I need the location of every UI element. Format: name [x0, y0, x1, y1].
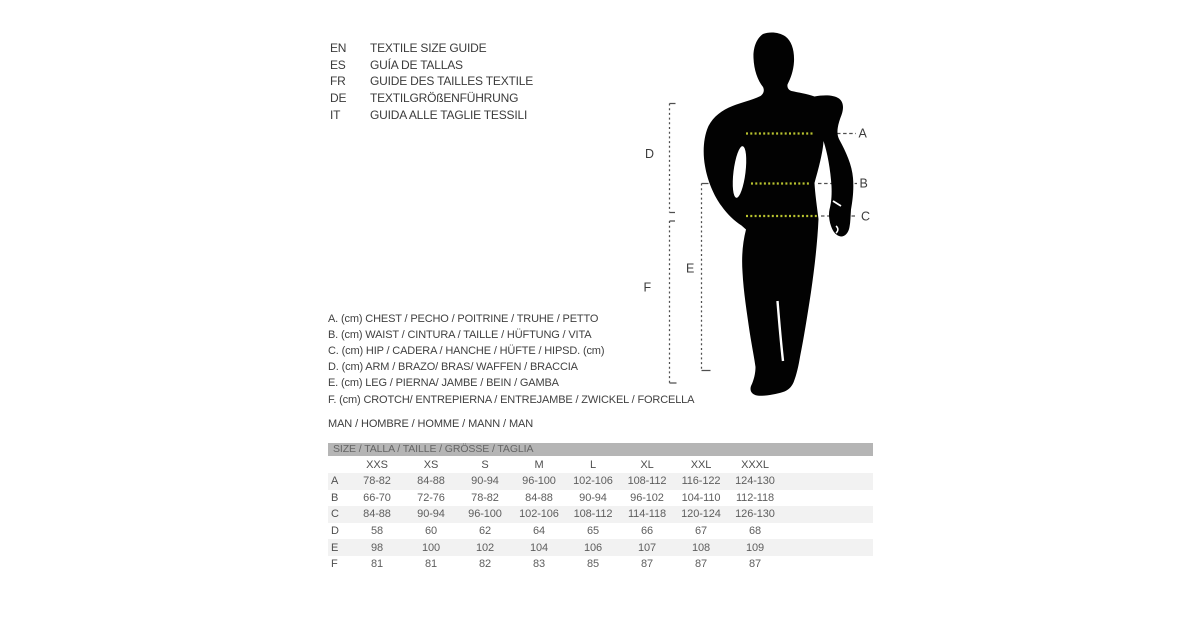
- size-value: 84-88: [417, 475, 445, 488]
- size-value: 87: [694, 558, 708, 571]
- lang-row-it: [330, 106, 533, 123]
- filler-cell: [782, 473, 873, 490]
- table-row-f: [328, 556, 873, 573]
- size-value: 96-100: [468, 508, 502, 521]
- table-title-bar: SIZE / TALLA / TAILLE / GRÖSSE / TAGLIA: [328, 443, 873, 456]
- language-title-list: [330, 40, 533, 123]
- size-value: 84-88: [525, 491, 553, 504]
- filler-cell: [782, 456, 873, 473]
- size-value: 87: [748, 558, 762, 571]
- filler-cell: [782, 523, 873, 540]
- column-header: XXL: [690, 458, 712, 471]
- filler-cell: [782, 539, 873, 556]
- size-value: 108-112: [573, 508, 613, 521]
- marker-label-f: F: [643, 280, 652, 295]
- row-label: D: [331, 525, 339, 538]
- lang-title: TEXTILGRÖßENFÜHRUNG: [370, 91, 519, 106]
- table-row-e: [328, 539, 873, 556]
- lang-code: EN: [330, 41, 347, 56]
- size-value: 98: [370, 541, 384, 554]
- man-silhouette: [704, 33, 854, 396]
- legend-line-e: E. (cm) LEG / PIERNA/ JAMBE / BEIN / GAMBA: [328, 377, 559, 390]
- filler-cell: [782, 556, 873, 573]
- size-value: 90-94: [579, 491, 607, 504]
- size-value: 84-88: [363, 508, 391, 521]
- column-header: XXS: [366, 458, 388, 471]
- size-value: 87: [640, 558, 654, 571]
- size-value: 108: [691, 541, 711, 554]
- size-value: 62: [478, 525, 492, 538]
- lang-code: FR: [330, 74, 346, 89]
- column-header: L: [589, 458, 597, 471]
- size-value: 96-100: [522, 475, 556, 488]
- size-table: [328, 443, 873, 573]
- column-header: XS: [423, 458, 439, 471]
- table-row-b: [328, 490, 873, 507]
- column-header: XXXL: [741, 458, 769, 471]
- size-value: 83: [532, 558, 546, 571]
- size-value: 72-76: [417, 491, 445, 504]
- marker-label-a: A: [858, 126, 867, 141]
- size-value: 108-112: [627, 475, 667, 488]
- size-value: 65: [586, 525, 600, 538]
- lang-code: DE: [330, 91, 347, 106]
- lang-row-en: [330, 40, 533, 57]
- size-value: 100: [421, 541, 441, 554]
- marker-label-c: C: [861, 209, 871, 224]
- size-value: 109: [745, 541, 765, 554]
- legend-line-c: C. (cm) HIP / CADERA / HANCHE / HÜFTE / HIPSD. (cm): [328, 345, 605, 358]
- marker-label-d: D: [645, 147, 655, 161]
- size-value: 107: [637, 541, 657, 554]
- size-value: 68: [748, 525, 762, 538]
- table-header-row: [328, 456, 873, 473]
- filler-cell: [782, 490, 873, 507]
- marker-label-b: B: [859, 176, 868, 191]
- lang-title: GUIDE DES TAILLES TEXTILE: [370, 74, 534, 89]
- row-label: B: [331, 491, 339, 504]
- size-value: 116-122: [681, 475, 721, 488]
- size-value: 120-124: [681, 508, 721, 521]
- column-header: XL: [640, 458, 654, 471]
- lang-row-fr: [330, 73, 533, 90]
- size-value: 102: [475, 541, 495, 554]
- measurement-legend: [328, 311, 694, 408]
- column-header: M: [534, 458, 544, 471]
- size-value: 96-102: [630, 491, 664, 504]
- size-value: 124-130: [735, 475, 775, 488]
- size-value: 112-118: [735, 491, 775, 504]
- size-value: 81: [370, 558, 384, 571]
- size-value: 82: [478, 558, 492, 571]
- lang-title: TEXTILE SIZE GUIDE: [370, 41, 487, 56]
- size-value: 106: [583, 541, 603, 554]
- size-value: 78-82: [471, 491, 499, 504]
- legend-line-a: A. (cm) CHEST / PECHO / POITRINE / TRUHE / PETTO: [328, 313, 599, 326]
- marker-label-e: E: [686, 261, 695, 276]
- size-value: 104: [529, 541, 549, 554]
- row-label: C: [331, 508, 339, 521]
- size-value: 102-106: [573, 475, 613, 488]
- size-value: 66: [640, 525, 654, 538]
- size-value: 90-94: [417, 508, 445, 521]
- lang-code: ES: [330, 57, 346, 72]
- size-value: 66-70: [363, 491, 391, 504]
- lang-title: GUIDA ALLE TAGLIE TESSILI: [370, 107, 528, 122]
- size-value: 81: [424, 558, 438, 571]
- size-value: 90-94: [471, 475, 499, 488]
- size-value: 114-118: [627, 508, 667, 521]
- table-row-c: [328, 506, 873, 523]
- lang-row-es: [330, 57, 533, 74]
- column-header: S: [481, 458, 489, 471]
- legend-line-f: F. (cm) CROTCH/ ENTREPIERNA / ENTREJAMBE / ZWICKEL / FORCELLA: [328, 393, 695, 406]
- size-value: 126-130: [735, 508, 775, 521]
- size-value: 102-106: [519, 508, 559, 521]
- lang-code: IT: [330, 107, 341, 122]
- size-value: 64: [532, 525, 546, 538]
- size-value: 60: [424, 525, 438, 538]
- size-value: 78-82: [363, 475, 391, 488]
- section-title: MAN / HOMBRE / HOMME / MANN / MAN: [328, 418, 534, 430]
- legend-line-b: B. (cm) WAIST / CINTURA / TAILLE / HÜFTUNG / VITA: [328, 329, 592, 342]
- filler-cell: [782, 506, 873, 523]
- table-row-a: [328, 473, 873, 490]
- row-label: A: [331, 475, 339, 488]
- row-label: E: [331, 541, 339, 554]
- size-value: 58: [370, 525, 384, 538]
- row-label: F: [331, 558, 338, 571]
- lang-row-de: [330, 90, 533, 107]
- table-row-d: [328, 523, 873, 540]
- legend-line-d: D. (cm) ARM / BRAZO/ BRAS/ WAFFEN / BRACCIA: [328, 361, 578, 374]
- size-value: 85: [586, 558, 600, 571]
- size-value: 67: [694, 525, 708, 538]
- size-value: 104-110: [681, 491, 721, 504]
- lang-title: GUÍA DE TALLAS: [370, 57, 463, 72]
